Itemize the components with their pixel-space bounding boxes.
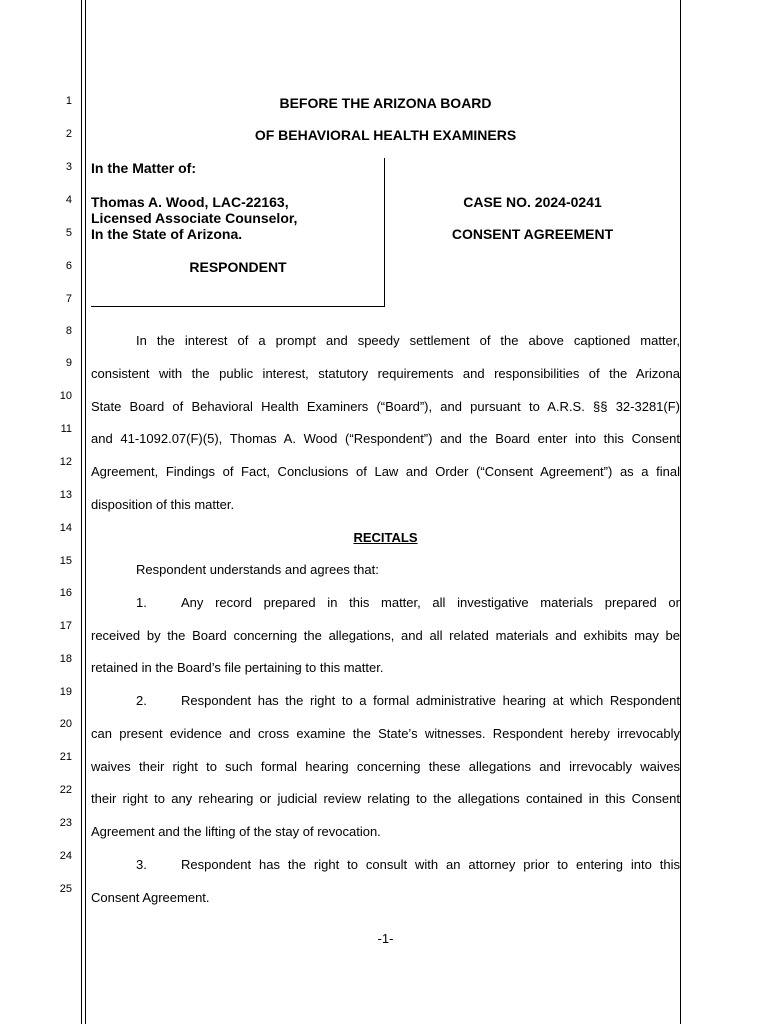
line-number: 8 xyxy=(65,325,72,337)
page-number: -1- xyxy=(377,931,394,946)
line-number: 12 xyxy=(59,456,72,468)
recital-number: 1. xyxy=(136,595,147,610)
recital-line: retained in the Board’s file pertaining to this matter. xyxy=(91,660,384,675)
line-number: 16 xyxy=(59,587,72,599)
recital-line: can present evidence and cross examine the State’s witnesses. Respondent hereby irrevocably xyxy=(91,726,680,741)
caption-matter: In the Matter of: xyxy=(91,160,196,176)
line-number: 1 xyxy=(65,95,72,107)
line-number: 15 xyxy=(59,555,72,567)
line-number: 17 xyxy=(59,620,72,632)
line-number: 6 xyxy=(65,260,72,272)
line-number: 23 xyxy=(59,817,72,829)
intro-line: In the interest of a prompt and speedy settlement of the above captioned matter, xyxy=(136,333,680,348)
intro-line: State Board of Behavioral Health Examiners (“Board”), and pursuant to A.R.S. §§ 32-3281(F) xyxy=(91,399,680,414)
board-heading-line2: OF BEHAVIORAL HEALTH EXAMINERS xyxy=(254,127,517,143)
recital-line: waives their right to such formal hearing concerning these allegations and irrevocably waives xyxy=(91,759,680,774)
line-number: 21 xyxy=(59,751,72,763)
intro-line: disposition of this matter. xyxy=(91,497,235,512)
recitals-lead: Respondent understands and agrees that: xyxy=(136,562,379,577)
intro-line: and 41-1092.07(F)(5), Thomas A. Wood (“Respondent”) and the Board enter into this Consent xyxy=(91,431,680,446)
caption-role: RESPONDENT xyxy=(189,259,287,275)
recital-number: 2. xyxy=(136,693,147,708)
recital-line: Consent Agreement. xyxy=(91,890,210,905)
caption-party-state: In the State of Arizona. xyxy=(91,226,243,242)
recital-line: received by the Board concerning the allegations, and all related materials and exhibits may be xyxy=(91,628,680,643)
caption-divider-horizontal xyxy=(91,306,385,307)
recital-line: Respondent has the right to consult with an attorney prior to entering into this xyxy=(181,857,680,872)
caption-party-name: Thomas A. Wood, LAC-22163, xyxy=(91,194,289,210)
right-margin-rule xyxy=(680,0,681,1024)
line-number: 7 xyxy=(65,293,72,305)
caption-party-title: Licensed Associate Counselor, xyxy=(91,210,298,226)
line-number: 5 xyxy=(65,227,72,239)
line-number: 14 xyxy=(59,522,72,534)
line-number: 22 xyxy=(59,784,72,796)
line-number: 19 xyxy=(59,686,72,698)
line-number: 25 xyxy=(59,883,72,895)
recital-line: Respondent has the right to a formal administrative hearing at which Respondent xyxy=(181,693,680,708)
recital-number: 3. xyxy=(136,857,147,872)
case-number: CASE NO. 2024-0241 xyxy=(463,194,602,210)
recital-line: Any record prepared in this matter, all investigative materials prepared or xyxy=(181,595,680,610)
line-number: 4 xyxy=(65,194,72,206)
line-number: 11 xyxy=(60,423,72,435)
board-heading-line1: BEFORE THE ARIZONA BOARD xyxy=(279,95,492,111)
recitals-heading: RECITALS xyxy=(353,530,418,545)
line-number: 20 xyxy=(59,718,72,730)
document-type: CONSENT AGREEMENT xyxy=(451,226,614,242)
left-margin-rule-inner xyxy=(85,0,86,1024)
line-number: 2 xyxy=(65,128,72,140)
line-number: 10 xyxy=(59,390,72,402)
line-number: 24 xyxy=(59,850,72,862)
intro-line: Agreement, Findings of Fact, Conclusions of Law and Order (“Consent Agreement”) as a final xyxy=(91,464,680,479)
line-number: 18 xyxy=(59,653,72,665)
line-number: 13 xyxy=(59,489,72,501)
intro-line: consistent with the public interest, statutory requirements and responsibilities of the Arizona xyxy=(91,366,680,381)
line-number: 9 xyxy=(65,357,72,369)
line-number: 3 xyxy=(65,161,72,173)
recital-line: their right to any rehearing or judicial review relating to the allegations contained in this Consent xyxy=(91,791,680,806)
recital-line: Agreement and the lifting of the stay of revocation. xyxy=(91,824,381,839)
left-margin-rule-outer xyxy=(81,0,82,1024)
